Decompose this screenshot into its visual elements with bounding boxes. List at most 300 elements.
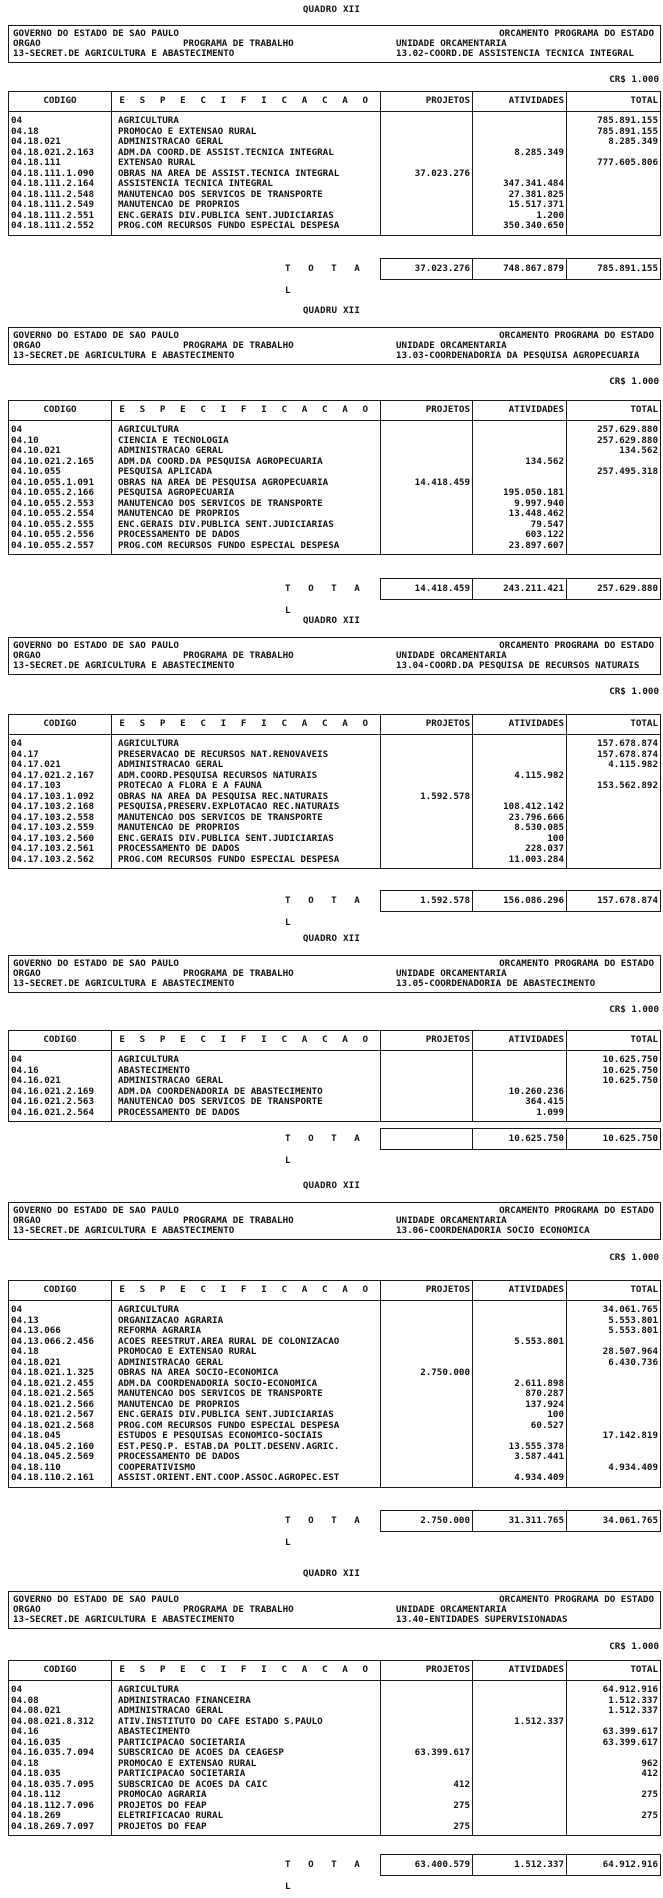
quadro-title: QUADRO XII: [302, 1568, 361, 1579]
cell-codigo: 04.10.055.2.556: [11, 530, 94, 540]
cell-projetos: [381, 509, 472, 520]
cell-atividades: 3.587.441: [514, 1452, 564, 1462]
quadro-title: QUADRU XII: [302, 305, 361, 316]
cell-codigo: 04.16: [11, 1727, 39, 1737]
cell-projetos: [381, 1759, 472, 1770]
cell-projetos: [381, 1379, 472, 1390]
unidade-label: UNIDADE ORCAMENTARIA: [396, 340, 507, 351]
total-projetos: 37.023.276: [381, 259, 473, 279]
total-projetos: 63.400.579: [381, 1855, 473, 1875]
cell-codigo: 04.10.055.2.554: [11, 509, 94, 519]
programa-label: PROGRAMA DE TRABALHO: [183, 650, 294, 661]
column-codigo: [9, 1681, 112, 1835]
column-projetos: [381, 1051, 473, 1121]
cell-total: 10.625.750: [602, 1055, 658, 1065]
orgao-label: ORGAO: [13, 650, 41, 661]
column-codigo: [9, 735, 112, 868]
cell-total: [567, 1717, 660, 1728]
cell-especificacao: PROMOCAO AGRARIA: [118, 1790, 207, 1800]
column-projetos: [381, 1301, 473, 1487]
cell-atividades: [473, 1316, 566, 1327]
cell-especificacao: MANUTENCAO DOS SERVICOS DE TRANSPORTE: [118, 189, 323, 200]
cell-atividades: [473, 792, 566, 803]
cell-total: 153.562.892: [597, 781, 658, 791]
cell-projetos: [381, 1769, 472, 1780]
cell-atividades: [473, 1801, 566, 1812]
total-row: [0, 890, 663, 928]
cell-especificacao: PROTECAO A FLORA E A FAUNA: [118, 781, 262, 791]
column-total: [567, 735, 660, 868]
orcamento-label: ORCAMENTO PROGRAMA DO ESTADO: [499, 330, 654, 341]
cell-total: 257.629.880: [597, 435, 658, 446]
column-header-atividades: ATIVIDADES: [473, 92, 567, 111]
column-header-codigo: CODIGO: [9, 715, 112, 734]
cell-total: 785.891.155: [597, 126, 658, 137]
table-header-row: [9, 401, 660, 421]
cell-projetos: 412: [453, 1779, 470, 1790]
cell-codigo: 04.18.111: [11, 158, 61, 168]
cell-especificacao: ELETRIFICACAO RURAL: [118, 1811, 224, 1821]
cell-atividades: 2.611.898: [514, 1378, 564, 1389]
cell-codigo: 04.08.021.8.312: [11, 1716, 94, 1727]
cell-especificacao: AGRICULTURA: [118, 425, 179, 435]
cell-codigo: 04.18.021.2.567: [11, 1410, 94, 1420]
cell-especificacao: ADM.DA COORD.DE ASSIST.TECNICA INTEGRAL: [118, 147, 334, 158]
cell-especificacao: REFORMA AGRARIA: [118, 1326, 201, 1336]
cell-codigo: 04.17.103.2.561: [11, 844, 94, 854]
cell-especificacao: ORGANIZACAO AGRARIA: [118, 1315, 224, 1326]
cell-total: [567, 1442, 660, 1453]
column-atividades: [473, 1681, 567, 1835]
column-header-total: TOTAL: [630, 1284, 658, 1295]
cell-projetos: [381, 781, 472, 792]
orgao-label: ORGAO: [13, 1604, 41, 1615]
cell-total: 777.605.806: [597, 158, 658, 168]
total-row: [0, 1128, 663, 1166]
cell-codigo: 04.18: [11, 1347, 39, 1357]
cell-atividades: [473, 750, 566, 761]
total-label: T O T A L: [285, 263, 366, 296]
cell-especificacao: CIENCIA E TECNOLOGIA: [118, 435, 229, 446]
cell-total: [567, 1410, 660, 1421]
cell-projetos: [381, 1358, 472, 1369]
column-header-codigo: CODIGO: [9, 92, 112, 111]
cell-especificacao: ADM.COORD.PESQUISA RECURSOS NATURAIS: [118, 770, 318, 781]
column-header-codigo: CODIGO: [9, 1661, 112, 1680]
table-body: [9, 112, 660, 235]
cell-projetos: [381, 457, 472, 468]
column-header-total: TOTAL: [630, 718, 658, 729]
unidade-value: 13.05-COORDENADORIA DE ABASTECIMENTO: [396, 978, 596, 989]
cell-atividades: 1.200: [536, 210, 564, 221]
column-especificacao: [112, 735, 381, 868]
cell-especificacao: AGRICULTURA: [118, 1055, 179, 1065]
unidade-value: 13.02-COORD.DE ASSISTENCIA TECNICA INTEGRAL: [396, 48, 634, 59]
cell-atividades: [473, 1811, 566, 1822]
cell-projetos: [381, 1738, 472, 1749]
currency-unit: CR$ 1.000: [609, 1641, 659, 1652]
total-total: 34.061.765: [602, 1515, 658, 1526]
orgao-value: 13-SECRET.DE AGRICULTURA E ABASTECIMENTO: [13, 660, 235, 671]
cell-codigo: 04.18.035: [11, 1769, 61, 1779]
cell-projetos: [381, 1097, 472, 1108]
cell-atividades: [473, 1759, 566, 1770]
cell-total: 10.625.750: [602, 1065, 658, 1076]
cell-projetos: [381, 148, 472, 159]
cell-codigo: 04.16.021: [11, 1076, 61, 1086]
cell-projetos: 37.023.276: [414, 168, 470, 179]
table-body: [9, 1301, 660, 1487]
cell-projetos: [381, 1108, 472, 1119]
total-projetos: 2.750.000: [381, 1511, 473, 1531]
column-header-atividades: ATIVIDADES: [473, 401, 567, 420]
cell-atividades: [473, 1055, 566, 1066]
cell-projetos: [381, 834, 472, 845]
cell-atividades: [473, 1822, 566, 1833]
column-especificacao: [112, 1681, 381, 1835]
cell-codigo: 04.17.021.2.167: [11, 770, 94, 781]
cell-atividades: 13.448.462: [508, 509, 564, 519]
cell-total: 6.430.736: [608, 1357, 658, 1368]
programa-label: PROGRAMA DE TRABALHO: [183, 968, 294, 979]
column-projetos: [381, 112, 473, 235]
cell-total: [567, 802, 660, 813]
cell-especificacao: EST.PESQ.P. ESTAB.DA POLIT.DESENV.AGRIC.: [118, 1441, 340, 1452]
column-header-total: TOTAL: [630, 95, 658, 106]
cell-total: 5.553.801: [608, 1326, 658, 1336]
currency-unit: CR$ 1.000: [609, 1004, 659, 1015]
orcamento-label: ORCAMENTO PROGRAMA DO ESTADO: [499, 28, 654, 39]
cell-projetos: [381, 739, 472, 750]
cell-atividades: 228.037: [525, 844, 564, 854]
table-header-row: [9, 92, 660, 112]
cell-especificacao: EXTENSAO RURAL: [118, 158, 196, 168]
cell-total: [567, 1452, 660, 1463]
total-atividades: 1.512.337: [473, 1855, 567, 1875]
cell-projetos: [381, 1316, 472, 1327]
cell-codigo: 04.18.045: [11, 1431, 61, 1441]
cell-total: 8.285.349: [608, 137, 658, 147]
total-projetos: 14.418.459: [381, 579, 473, 599]
column-especificacao: [112, 1301, 381, 1487]
cell-atividades: [473, 169, 566, 180]
column-atividades: [473, 1301, 567, 1487]
cell-atividades: [473, 478, 566, 489]
cell-especificacao: ADMINISTRACAO GERAL: [118, 1706, 224, 1716]
cell-projetos: [381, 467, 472, 478]
cell-atividades: 60.527: [530, 1420, 564, 1431]
column-total: [567, 1681, 660, 1835]
cell-projetos: [381, 211, 472, 222]
cell-total: [567, 221, 660, 232]
cell-codigo: 04.18.045.2.160: [11, 1441, 94, 1452]
cell-total: [567, 530, 660, 541]
cell-codigo: 04.10.055.1.091: [11, 477, 94, 488]
total-label: T O T A L: [285, 895, 366, 928]
orgao-label: ORGAO: [13, 340, 41, 351]
cell-especificacao: ATIV.INSTITUTO DO CAFE ESTADO S.PAULO: [118, 1716, 323, 1727]
cell-total: 63.399.617: [602, 1737, 658, 1748]
cell-atividades: [473, 1706, 566, 1717]
currency-unit: CR$ 1.000: [609, 74, 659, 85]
cell-projetos: [381, 1717, 472, 1728]
cell-especificacao: PROG.COM RECURSOS FUNDO ESPECIAL DESPESA: [118, 221, 340, 231]
cell-projetos: [381, 541, 472, 552]
cell-projetos: [381, 855, 472, 866]
total-atividades: 243.211.421: [473, 579, 567, 599]
cell-atividades: 100: [547, 833, 564, 844]
cell-codigo: 04: [11, 1305, 23, 1315]
cell-atividades: 347.341.484: [503, 179, 564, 189]
column-atividades: [473, 421, 567, 554]
cell-total: [567, 211, 660, 222]
cell-codigo: 04.18: [11, 126, 39, 137]
unidade-value: 13.04-COORD.DA PESQUISA DE RECURSOS NATURAIS: [396, 660, 640, 671]
cell-total: 5.553.801: [608, 1315, 658, 1326]
table-body: [9, 735, 660, 868]
cell-codigo: 04.13: [11, 1315, 39, 1326]
cell-total: [567, 855, 660, 866]
cell-total: 157.678.874: [597, 749, 658, 760]
cell-total: [567, 1748, 660, 1759]
cell-codigo: 04.18.021.2.565: [11, 1389, 94, 1399]
cell-especificacao: ADMINISTRACAO FINANCEIRA: [118, 1695, 251, 1706]
column-projetos: [381, 1681, 473, 1835]
cell-total: [567, 169, 660, 180]
cell-codigo: 04.16.021.2.169: [11, 1086, 94, 1097]
cell-projetos: [381, 1811, 472, 1822]
cell-total: [567, 179, 660, 190]
cell-total: [567, 1473, 660, 1484]
unidade-value: 13.03-COORDENADORIA DA PESQUISA AGROPECUARIA: [396, 350, 640, 361]
cell-projetos: [381, 1790, 472, 1801]
column-especificacao: [112, 112, 381, 235]
cell-codigo: 04.08.021: [11, 1706, 61, 1716]
orgao-label: ORGAO: [13, 1215, 41, 1226]
total-total: 257.629.880: [597, 583, 658, 594]
cell-atividades: 1.099: [536, 1107, 564, 1118]
programa-label: PROGRAMA DE TRABALHO: [183, 1604, 294, 1615]
cell-especificacao: MANUTENCAO DE PROPRIOS: [118, 200, 240, 210]
table-header-row: [9, 1661, 660, 1681]
cell-projetos: [381, 158, 472, 169]
cell-total: [567, 813, 660, 824]
orgao-value: 13-SECRET.DE AGRICULTURA E ABASTECIMENTO: [13, 48, 235, 59]
cell-codigo: 04.18.111.2.552: [11, 221, 94, 231]
cell-atividades: 4.115.982: [514, 770, 564, 781]
cell-total: 64.912.916: [602, 1685, 658, 1695]
currency-unit: CR$ 1.000: [609, 686, 659, 697]
cell-codigo: 04.17.103.2.562: [11, 854, 94, 865]
cell-projetos: [381, 530, 472, 541]
cell-atividades: [473, 446, 566, 457]
cell-atividades: 8.285.349: [514, 147, 564, 158]
cell-total: 28.507.964: [602, 1347, 658, 1357]
unidade-value: 13.06-COORDENADORIA SOCIO ECONOMICA: [396, 1225, 590, 1236]
cell-atividades: 4.934.409: [514, 1473, 564, 1483]
cell-projetos: [381, 116, 472, 127]
cell-atividades: [473, 1790, 566, 1801]
cell-atividades: [473, 116, 566, 127]
cell-atividades: 27.381.825: [508, 189, 564, 200]
budget-table: [8, 1280, 661, 1488]
gov-label: GOVERNO DO ESTADO DE SAO PAULO: [13, 1594, 179, 1605]
column-total: [567, 1051, 660, 1121]
cell-codigo: 04.18.111.1.090: [11, 168, 94, 179]
cell-total: 4.115.982: [608, 760, 658, 770]
quadro-title: QUADRO XII: [302, 1180, 361, 1191]
cell-especificacao: PROCESSAMENTO DE DADOS: [118, 844, 240, 854]
cell-total: [567, 771, 660, 782]
cell-especificacao: PROMOCAO E EXTENSAO RURAL: [118, 1758, 257, 1769]
cell-total: 63.399.617: [602, 1727, 658, 1737]
column-header-especificacao: E S P E C I F I C A C A O: [112, 1281, 381, 1300]
cell-total: 785.891.155: [597, 116, 658, 126]
total-values-box: [380, 1510, 661, 1532]
cell-especificacao: AGRICULTURA: [118, 1305, 179, 1315]
cell-atividades: 79.547: [530, 519, 564, 530]
cell-especificacao: ADMINISTRACAO GERAL: [118, 446, 224, 456]
cell-projetos: [381, 1389, 472, 1400]
cell-projetos: [381, 1463, 472, 1474]
cell-especificacao: OBRAS NA AREA SOCIO-ECONOMICA: [118, 1368, 279, 1378]
cell-total: [567, 834, 660, 845]
column-total: [567, 1301, 660, 1487]
total-row: [0, 1854, 663, 1892]
cell-codigo: 04.18.021.2.455: [11, 1378, 94, 1389]
cell-projetos: [381, 221, 472, 232]
cell-total: [567, 1379, 660, 1390]
cell-total: [567, 1097, 660, 1108]
cell-total: 275: [641, 1811, 658, 1821]
cell-projetos: [381, 1326, 472, 1337]
cell-codigo: 04.17.103.2.168: [11, 802, 94, 812]
cell-especificacao: PROMOCAO E EXTENSAO RURAL: [118, 1347, 257, 1357]
cell-especificacao: PROG.COM RECURSOS FUNDO ESPECIAL DESPESA: [118, 1420, 340, 1431]
total-total: 157.678.874: [597, 895, 658, 906]
cell-codigo: 04.18.111.2.551: [11, 210, 94, 221]
cell-atividades: [473, 158, 566, 169]
cell-codigo: 04.13.066.2.456: [11, 1336, 94, 1347]
total-values-box: [380, 1854, 661, 1876]
column-header-projetos: PROJETOS: [381, 1281, 473, 1300]
total-projetos: 1.592.578: [381, 891, 473, 911]
cell-total: [567, 792, 660, 803]
cell-codigo: 04.08: [11, 1695, 39, 1706]
programa-label: PROGRAMA DE TRABALHO: [183, 1215, 294, 1226]
quadro-title: QUADRO XII: [302, 615, 361, 626]
total-values-box: [380, 578, 661, 600]
cell-total: 1.512.337: [608, 1695, 658, 1706]
column-header-atividades: ATIVIDADES: [473, 1031, 567, 1050]
cell-projetos: [381, 771, 472, 782]
cell-atividades: 8.530.085: [514, 823, 564, 833]
cell-especificacao: ESTUDOS E PESQUISAS ECONOMICO-SOCIAIS: [118, 1431, 323, 1441]
cell-total: [567, 488, 660, 499]
cell-atividades: [473, 467, 566, 478]
cell-especificacao: COOPERATIVISMO: [118, 1462, 196, 1473]
column-codigo: [9, 1051, 112, 1121]
total-total: 64.912.916: [602, 1859, 658, 1870]
cell-projetos: 1.592.578: [420, 791, 470, 802]
cell-atividades: 23.796.666: [508, 812, 564, 823]
orcamento-label: ORCAMENTO PROGRAMA DO ESTADO: [499, 1594, 654, 1605]
cell-total: [567, 499, 660, 510]
cell-especificacao: MANUTENCAO DE PROPRIOS: [118, 509, 240, 519]
cell-especificacao: PROG.COM RECURSOS FUNDO ESPECIAL DESPESA: [118, 540, 340, 551]
cell-atividades: 10.260.236: [508, 1086, 564, 1097]
cell-projetos: [381, 844, 472, 855]
cell-codigo: 04.10.055.2.555: [11, 519, 94, 530]
cell-atividades: 137.924: [525, 1399, 564, 1410]
cell-projetos: [381, 488, 472, 499]
cell-projetos: [381, 1076, 472, 1087]
cell-total: 1.512.337: [608, 1706, 658, 1716]
orgao-value: 13-SECRET.DE AGRICULTURA E ABASTECIMENTO: [13, 978, 235, 989]
column-projetos: [381, 421, 473, 554]
cell-codigo: 04.16: [11, 1065, 39, 1076]
total-row: [0, 578, 663, 616]
cell-especificacao: OBRAS NA AREA DE ASSIST.TECNICA INTEGRAL: [118, 168, 340, 179]
cell-atividades: [473, 1066, 566, 1077]
cell-total: 257.495.318: [597, 467, 658, 477]
cell-total: [567, 844, 660, 855]
cell-atividades: 1.512.337: [514, 1716, 564, 1727]
cell-atividades: [473, 137, 566, 148]
cell-especificacao: PROCESSAMENTO DE DADOS: [118, 1107, 240, 1118]
cell-atividades: [473, 1696, 566, 1707]
cell-total: [567, 1421, 660, 1432]
total-values-box: [380, 890, 661, 912]
cell-especificacao: ADMINISTRACAO GERAL: [118, 760, 224, 770]
cell-atividades: 870.287: [525, 1389, 564, 1399]
cell-codigo: 04.10.055: [11, 467, 61, 477]
gov-label: GOVERNO DO ESTADO DE SAO PAULO: [13, 640, 179, 651]
cell-projetos: [381, 813, 472, 824]
gov-label: GOVERNO DO ESTADO DE SAO PAULO: [13, 958, 179, 969]
cell-total: [567, 200, 660, 211]
cell-total: [567, 1801, 660, 1812]
cell-total: [567, 1337, 660, 1348]
cell-especificacao: PESQUISA,PRESERV.EXPLOTACAO REC.NATURAIS: [118, 802, 340, 812]
budget-table: [8, 1660, 661, 1836]
cell-projetos: [381, 1305, 472, 1316]
orcamento-label: ORCAMENTO PROGRAMA DO ESTADO: [499, 958, 654, 969]
column-header-codigo: CODIGO: [9, 401, 112, 420]
cell-atividades: [473, 1431, 566, 1442]
cell-especificacao: PROJETOS DO FEAP: [118, 1821, 207, 1832]
programa-label: PROGRAMA DE TRABALHO: [183, 340, 294, 351]
cell-projetos: [381, 1685, 472, 1696]
cell-atividades: [473, 1685, 566, 1696]
total-label: T O T A L: [285, 1515, 366, 1548]
cell-codigo: 04.18.021.2.568: [11, 1420, 94, 1431]
cell-total: 157.678.874: [597, 739, 658, 749]
cell-codigo: 04.10: [11, 435, 39, 446]
column-header-projetos: PROJETOS: [381, 1661, 473, 1680]
cell-codigo: 04.17.103.2.558: [11, 812, 94, 823]
cell-codigo: 04.18.111.2.549: [11, 200, 94, 210]
currency-unit: CR$ 1.000: [609, 376, 659, 387]
cell-especificacao: ENC.GERAIS DIV.PUBLICA SENT.JUDICIARIAS: [118, 1410, 334, 1420]
cell-projetos: [381, 1473, 472, 1484]
cell-especificacao: PARTICIPACAO SOCIETARIA: [118, 1769, 246, 1779]
column-header-projetos: PROJETOS: [381, 401, 473, 420]
cell-especificacao: PESQUISA AGROPECUARIA: [118, 488, 235, 498]
currency-unit: CR$ 1.000: [609, 1252, 659, 1263]
cell-codigo: 04.10.055.2.553: [11, 498, 94, 509]
cell-especificacao: MANUTENCAO DOS SERVICOS DE TRANSPORTE: [118, 1097, 323, 1107]
